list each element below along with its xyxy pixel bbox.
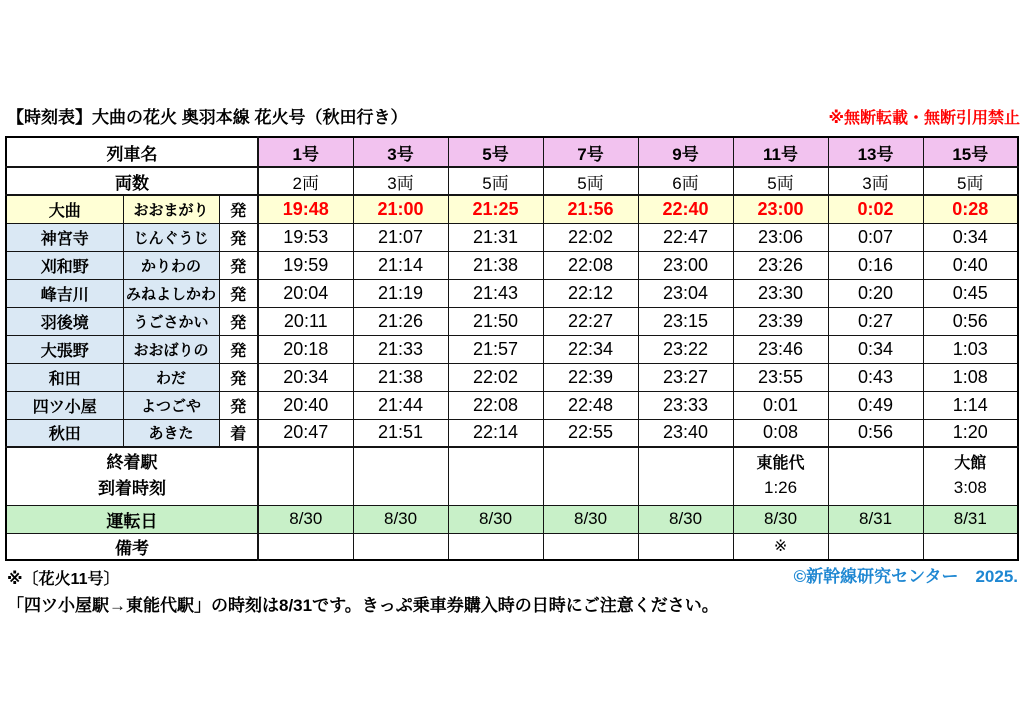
- time-cell: 21:26: [353, 307, 448, 335]
- dep-arr-type-cell: 発: [219, 307, 258, 335]
- station-kana-cell: よつごや: [123, 391, 219, 419]
- terminal-label: [6, 447, 258, 505]
- train-number-header: 3号: [353, 137, 448, 167]
- operating-day-cell: 8/30: [638, 505, 733, 533]
- time-cell: 23:04: [638, 279, 733, 307]
- station-kana-cell: わだ: [123, 363, 219, 391]
- time-cell: 0:08: [733, 419, 828, 447]
- time-cell: 21:44: [353, 391, 448, 419]
- time-cell: 23:00: [638, 251, 733, 279]
- car-count-cell: 5両: [733, 167, 828, 195]
- time-cell: 22:55: [543, 419, 638, 447]
- time-cell: 22:48: [543, 391, 638, 419]
- operating-day-cell: 8/30: [258, 505, 353, 533]
- time-cell: 23:06: [733, 223, 828, 251]
- terminal-station: 大館: [954, 455, 987, 473]
- time-cell: 19:53: [258, 223, 353, 251]
- time-cell: 21:56: [543, 195, 638, 223]
- train-number-header: 15号: [923, 137, 1018, 167]
- page-header: [7, 103, 1020, 128]
- train-number-header: 5号: [448, 137, 543, 167]
- time-cell: 23:33: [638, 391, 733, 419]
- station-row: [6, 251, 1018, 279]
- station-row: [6, 391, 1018, 419]
- station-name-cell: 四ツ小屋: [6, 391, 123, 419]
- time-cell: 0:56: [828, 419, 923, 447]
- dep-arr-type-cell: 発: [219, 223, 258, 251]
- terminal-cell: [543, 447, 638, 505]
- station-name-cell: 刈和野: [6, 251, 123, 279]
- time-cell: 23:22: [638, 335, 733, 363]
- remark-cell: [828, 533, 923, 560]
- time-cell: 1:03: [923, 335, 1018, 363]
- operating-day-cell: 8/30: [448, 505, 543, 533]
- station-kana-cell: かりわの: [123, 251, 219, 279]
- time-cell: 22:40: [638, 195, 733, 223]
- time-cell: 23:27: [638, 363, 733, 391]
- time-cell: 21:19: [353, 279, 448, 307]
- terminal-arrival-time: 1:26: [763, 478, 798, 498]
- time-cell: 0:02: [828, 195, 923, 223]
- time-cell: 0:01: [733, 391, 828, 419]
- time-cell: 20:40: [258, 391, 353, 419]
- time-cell: 0:34: [923, 223, 1018, 251]
- time-cell: 22:02: [448, 363, 543, 391]
- timetable: [5, 136, 1019, 561]
- station-row: [6, 307, 1018, 335]
- time-cell: 22:08: [448, 391, 543, 419]
- time-cell: 20:47: [258, 419, 353, 447]
- station-row: [6, 279, 1018, 307]
- page-title: 【時刻表】大曲の花火 奥羽本線 花火号（秋田行き）: [7, 108, 408, 127]
- time-cell: 21:38: [353, 363, 448, 391]
- dep-arr-type-cell: 着: [219, 419, 258, 447]
- time-cell: 20:04: [258, 279, 353, 307]
- dep-arr-type-cell: 発: [219, 251, 258, 279]
- train-name-row: [6, 137, 1018, 167]
- remark-cell: [353, 533, 448, 560]
- time-cell: 0:07: [828, 223, 923, 251]
- station-row: [6, 223, 1018, 251]
- terminal-cell: [258, 447, 353, 505]
- station-name-cell: 峰吉川: [6, 279, 123, 307]
- time-cell: 21:14: [353, 251, 448, 279]
- time-cell: 22:34: [543, 335, 638, 363]
- operating-day-cell: 8/31: [828, 505, 923, 533]
- time-cell: 21:38: [448, 251, 543, 279]
- operating-day-cell: 8/30: [733, 505, 828, 533]
- dep-arr-type-cell: 発: [219, 391, 258, 419]
- time-cell: 21:25: [448, 195, 543, 223]
- operating-days-row: [6, 505, 1018, 533]
- station-kana-cell: おおばりの: [123, 335, 219, 363]
- time-cell: 0:16: [828, 251, 923, 279]
- remark-cell: ※: [733, 533, 828, 560]
- time-cell: 20:11: [258, 307, 353, 335]
- train-name-label: 列車名: [6, 137, 258, 167]
- time-cell: 0:45: [923, 279, 1018, 307]
- station-kana-cell: あきた: [123, 419, 219, 447]
- operating-days-label: 運転日: [6, 505, 258, 533]
- terminal-cell: [638, 447, 733, 505]
- remarks-row: [6, 533, 1018, 560]
- time-cell: 21:33: [353, 335, 448, 363]
- remark-cell: [923, 533, 1018, 560]
- time-cell: 21:51: [353, 419, 448, 447]
- terminal-arrival-time: 3:08: [953, 478, 987, 498]
- time-cell: 21:31: [448, 223, 543, 251]
- time-cell: 23:26: [733, 251, 828, 279]
- time-cell: 23:39: [733, 307, 828, 335]
- terminal-cell: [733, 447, 828, 505]
- operating-day-cell: 8/30: [543, 505, 638, 533]
- dep-arr-type-cell: 発: [219, 363, 258, 391]
- time-cell: 21:57: [448, 335, 543, 363]
- car-count-cell: 5両: [543, 167, 638, 195]
- time-cell: 1:20: [923, 419, 1018, 447]
- time-cell: 22:12: [543, 279, 638, 307]
- time-cell: 19:59: [258, 251, 353, 279]
- station-kana-cell: おおまがり: [123, 195, 219, 223]
- remark-cell: [638, 533, 733, 560]
- train-number-header: 7号: [543, 137, 638, 167]
- station-name-cell: 羽後境: [6, 307, 123, 335]
- station-name-cell: 神宮寺: [6, 223, 123, 251]
- car-count-cell: 2両: [258, 167, 353, 195]
- train-number-header: 13号: [828, 137, 923, 167]
- station-name-cell: 和田: [6, 363, 123, 391]
- station-name-cell: 秋田: [6, 419, 123, 447]
- time-cell: 1:14: [923, 391, 1018, 419]
- time-cell: 22:39: [543, 363, 638, 391]
- dep-arr-type-cell: 発: [219, 335, 258, 363]
- time-cell: 20:34: [258, 363, 353, 391]
- station-kana-cell: うごさかい: [123, 307, 219, 335]
- car-count-cell: 5両: [448, 167, 543, 195]
- time-cell: 21:43: [448, 279, 543, 307]
- station-kana-cell: みねよしかわ: [123, 279, 219, 307]
- time-cell: 0:28: [923, 195, 1018, 223]
- time-cell: 0:34: [828, 335, 923, 363]
- train-number-header: 9号: [638, 137, 733, 167]
- time-cell: 0:43: [828, 363, 923, 391]
- remarks-label: 備考: [6, 533, 258, 560]
- station-name-cell: 大曲: [6, 195, 123, 223]
- time-cell: 1:08: [923, 363, 1018, 391]
- terminal-cell: [448, 447, 543, 505]
- time-cell: 23:00: [733, 195, 828, 223]
- train-number-header: 1号: [258, 137, 353, 167]
- terminal-station-label: 終着駅: [106, 453, 158, 473]
- station-row: [6, 363, 1018, 391]
- time-cell: 0:40: [923, 251, 1018, 279]
- car-count-cell: 5両: [923, 167, 1018, 195]
- car-count-cell: 3両: [353, 167, 448, 195]
- time-cell: 0:49: [828, 391, 923, 419]
- terminal-row: [6, 447, 1018, 505]
- station-row: [6, 335, 1018, 363]
- time-cell: 23:15: [638, 307, 733, 335]
- time-cell: 23:30: [733, 279, 828, 307]
- remark-cell: [543, 533, 638, 560]
- cars-row: [6, 167, 1018, 195]
- time-cell: 0:27: [828, 307, 923, 335]
- terminal-cell: [353, 447, 448, 505]
- time-cell: 20:18: [258, 335, 353, 363]
- time-cell: 0:56: [923, 307, 1018, 335]
- footnote-train-reference: ※〔花火11号〕: [7, 571, 120, 588]
- time-cell: 22:47: [638, 223, 733, 251]
- terminal-cell: [828, 447, 923, 505]
- time-cell: 22:08: [543, 251, 638, 279]
- copyright-credit: ©新幹線研究センター 2025.: [793, 567, 1018, 586]
- cars-label: 両数: [6, 167, 258, 195]
- time-cell: 22:02: [543, 223, 638, 251]
- dep-arr-type-cell: 発: [219, 195, 258, 223]
- dep-arr-type-cell: 発: [219, 279, 258, 307]
- operating-day-cell: 8/31: [923, 505, 1018, 533]
- time-cell: 23:40: [638, 419, 733, 447]
- remark-cell: [448, 533, 543, 560]
- terminal-cell: [923, 447, 1018, 505]
- station-kana-cell: じんぐうじ: [123, 223, 219, 251]
- time-cell: 23:55: [733, 363, 828, 391]
- time-cell: 21:00: [353, 195, 448, 223]
- operating-day-cell: 8/30: [353, 505, 448, 533]
- terminal-station: 東能代: [756, 455, 805, 473]
- time-cell: 22:14: [448, 419, 543, 447]
- time-cell: 0:20: [828, 279, 923, 307]
- time-cell: 21:50: [448, 307, 543, 335]
- time-cell: 22:27: [543, 307, 638, 335]
- car-count-cell: 3両: [828, 167, 923, 195]
- no-reproduction-warning: ※無断転載・無断引用禁止: [828, 110, 1020, 127]
- terminal-time-label: 到着時刻: [98, 479, 167, 499]
- timetable-body: [6, 137, 1018, 560]
- time-cell: 23:46: [733, 335, 828, 363]
- train-number-header: 11号: [733, 137, 828, 167]
- station-row: [6, 195, 1018, 223]
- remark-cell: [258, 533, 353, 560]
- footnote-date-warning: 「四ツ小屋駅→東能代駅」の時刻は8/31です。きっぷ乗車券購入時の日時にご注意ください。: [7, 596, 719, 615]
- time-cell: 21:07: [353, 223, 448, 251]
- time-cell: 19:48: [258, 195, 353, 223]
- station-name-cell: 大張野: [6, 335, 123, 363]
- station-row: [6, 419, 1018, 447]
- car-count-cell: 6両: [638, 167, 733, 195]
